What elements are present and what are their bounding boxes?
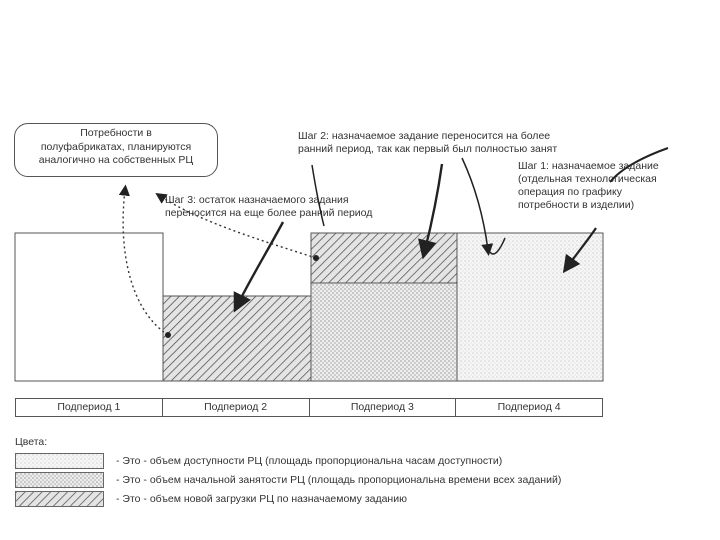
period-1-capacity [15,233,163,381]
legend-item-initial-load [15,471,695,488]
dotted-curve-from-step3 [160,196,316,258]
step-3-note: Шаг 3: остаток назначаемого задания переносится на еще более ранний период [165,194,373,219]
step-1-arrow-a [610,148,668,182]
period-label-3: Подпериод 3 [310,399,457,416]
diagonal-swatch [15,491,104,507]
legend-item-new-load [15,490,695,507]
period-label-2: Подпериод 2 [163,399,310,416]
period-2-new-load [163,296,311,381]
legend-title: Цвета: [15,436,48,448]
legend-item-availability [15,452,695,469]
semi-finished-needs-note: Потребности в полуфабрикатах, планируются аналогично на собственных РЦ [14,123,218,177]
period-3-new-load [311,233,457,283]
legend-text-initial-load: - Это - объем начальной занятости РЦ (площадь пропорциональна времени всех заданий) [116,473,562,486]
crosshatch-swatch [15,472,104,488]
legend-text-availability: - Это - объем доступности РЦ (площадь пропорциональна часам доступности) [116,454,503,467]
period-label-1: Подпериод 1 [16,399,163,416]
period-4-availability [457,233,603,381]
dots-swatch [15,453,104,469]
step-2-note: Шаг 2: назначаемое задание переносится на более ранний период, так как первый был полностью занят [298,130,558,155]
period-label-4: Подпериод 4 [497,401,561,413]
period-axis [15,398,603,417]
period-3-initial-load [311,283,457,381]
step-3-arrow [238,222,283,304]
step-1-note: Шаг 1: назначаемое задание (отдельная технологическая операция по графику потребности в изделии) [518,160,659,211]
step-2-arrow-b [312,165,324,226]
legend-text-new-load: - Это - объем новой загрузки РЦ по назначаемому заданию [116,492,407,505]
